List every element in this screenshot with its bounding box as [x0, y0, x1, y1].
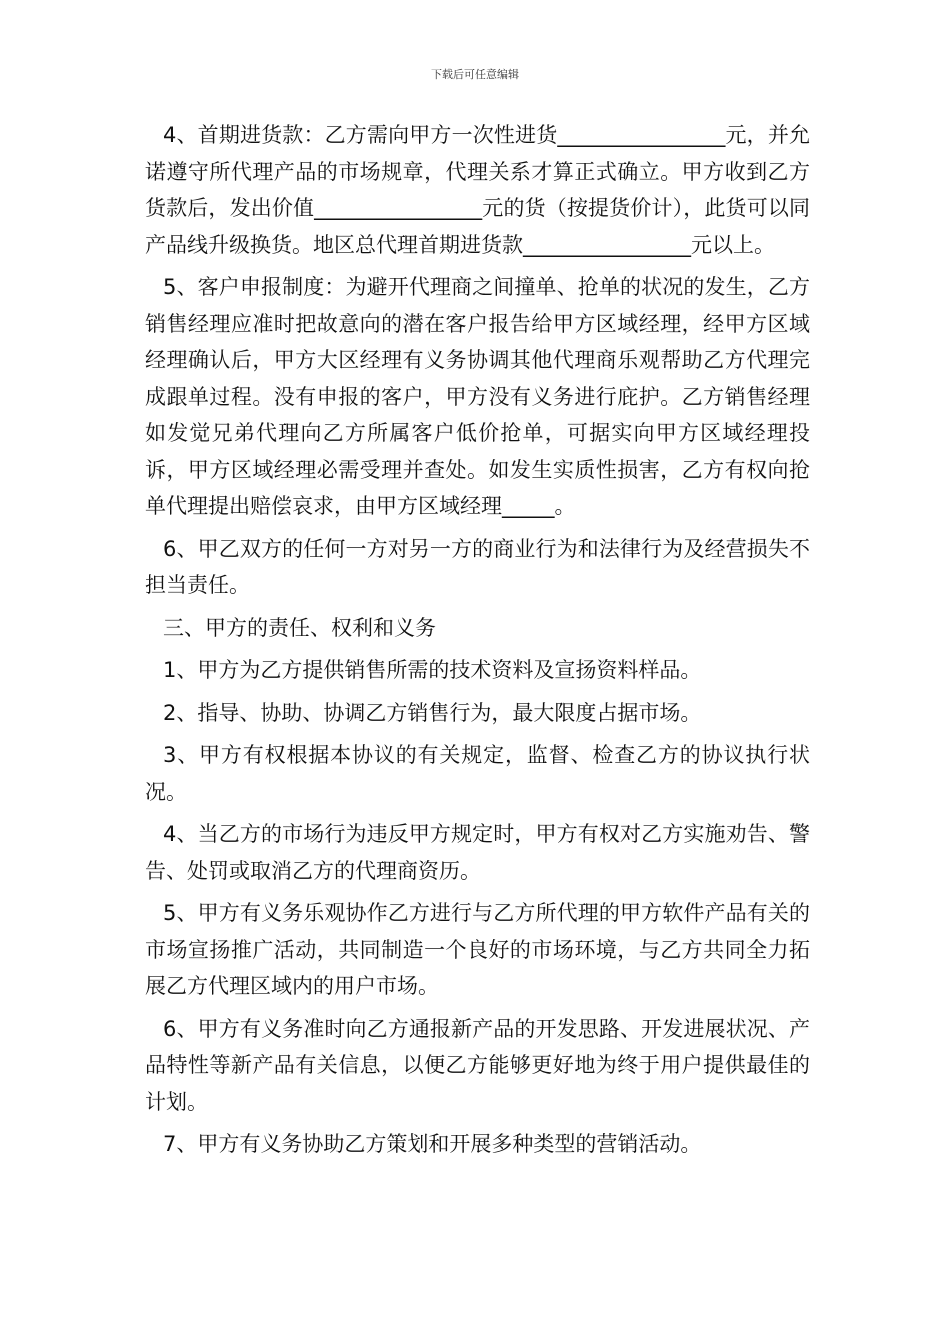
party-a-item-4: 4、当乙方的市场行为违反甲方规定时，甲方有权对乙方实施劝告、警告、处罚或取消乙方的代理商资历。 — [145, 822, 810, 883]
party-a-item-2: 2、指导、协助、协调乙方销售行为，最大限度占据市场。 — [163, 700, 702, 725]
party-a-item-3: 3、甲方有权根据本协议的有关规定，监督、检查乙方的协议执行状况。 — [145, 743, 810, 804]
clause-liability: 6、甲乙双方的任何一方对另一方的商业行为和法律行为及经营损失不担当责任。 — [145, 536, 810, 597]
party-a-item-5: 5、甲方有义务乐观协作乙方进行与乙方所代理的甲方软件产品有关的市场宣扬推广活动，共同制造一个良好的市场环境，与乙方共同全力拓展乙方代理区域内的用户市场。 — [145, 901, 810, 998]
clause-initial-purchase: 4、首期进货款：乙方需向甲方一次性进货________________元，并允诺遵守所代理产品的市场规章，代理关系才算正式确立。甲方收到乙方货款后，发出价值________________元的货（按提货价计），此货可以同产品线升级换货。地区总代理首期进货款________________元以上。 — [145, 123, 810, 257]
party-a-item-1: 1、甲方为乙方提供销售所需的技术资料及宣扬资料样品。 — [163, 658, 702, 682]
section-heading-party-a: 三、甲方的责任、权利和义务 — [163, 615, 436, 640]
party-a-item-6: 6、甲方有义务准时向乙方通报新产品的开发思路、开发进展状况、产品特性等新产品有关信息，以便乙方能够更好地为终于用户提供最佳的计划。 — [145, 1016, 810, 1114]
document-body — [145, 117, 810, 1169]
party-a-item-7: 7、甲方有义务协助乙方策划和开展多种类型的营销活动。 — [163, 1132, 702, 1156]
page-header-note: 下载后可任意编辑 — [431, 68, 519, 81]
clause-customer-reporting: 5、客户申报制度：为避开代理商之间撞单、抢单的状况的发生，乙方销售经理应准时把故意向的潜在客户报告给甲方区域经理，经甲方区域经理确认后，甲方大区经理有义务协调其他代理商乐观帮助乙方代理完成跟单过程。没有申报的客户，甲方没有义务进行庇护。乙方销售经理如发觉兄弟代理向乙方所属客户低价抢单，可据实向甲方区域经理投诉，甲方区域经理必需受理并查处。如发生实质性损害，乙方有权向抢单代理提出赔偿哀求，由甲方区域经理_____。 — [145, 275, 810, 518]
